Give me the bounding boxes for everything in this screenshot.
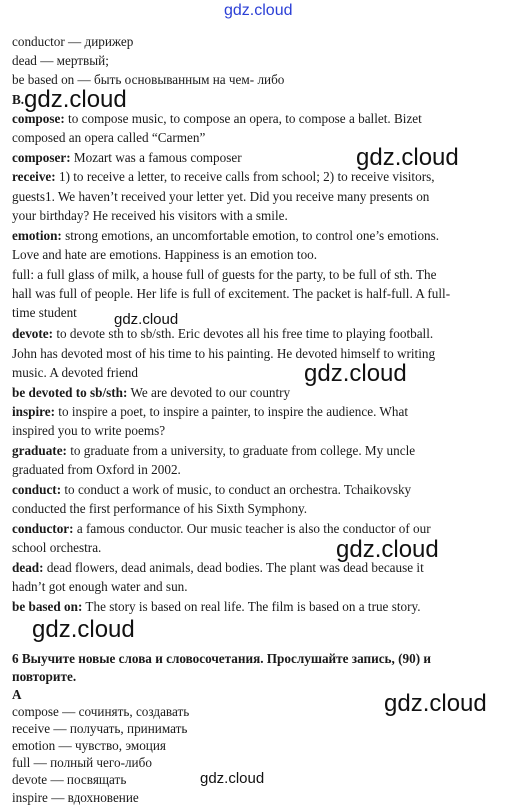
text-segment: be based on — быть основыванным на чем- либо xyxy=(12,72,285,87)
watermark-7: gdz.cloud xyxy=(384,690,487,717)
watermark-1: gdz.cloud xyxy=(24,86,127,113)
watermark-4: gdz.cloud xyxy=(304,360,407,387)
term-label: повторите. xyxy=(12,669,77,684)
term-label: inspire: xyxy=(12,404,55,419)
term-label: conduct: xyxy=(12,482,62,497)
text-line xyxy=(12,284,517,304)
text-segment: devote — посвящать xyxy=(12,772,127,787)
text-line xyxy=(12,344,517,364)
text-segment: dead — мертвый; xyxy=(12,53,109,68)
text-line xyxy=(12,667,517,687)
text-line xyxy=(12,70,517,90)
term-label: receive: xyxy=(12,169,56,184)
text-segment: time student xyxy=(12,305,77,320)
text-line xyxy=(12,109,517,129)
text-line xyxy=(12,538,517,558)
text-segment: full: a full glass of milk, a house full of guests for the party, to be full of sth. The xyxy=(12,267,437,282)
text-segment: to devote sth to sb/sth. Eric devotes all his free time to playing football. xyxy=(53,326,434,341)
text-line xyxy=(12,324,517,344)
term-label: be based on: xyxy=(12,599,83,614)
text-line xyxy=(12,303,517,323)
text-line xyxy=(12,383,517,403)
text-line xyxy=(12,649,517,669)
term-label: devote: xyxy=(12,326,54,341)
text-segment: music. A devoted friend xyxy=(12,365,138,380)
text-line xyxy=(12,167,517,187)
term-label: composer: xyxy=(12,150,71,165)
text-segment: inspired you to write poems? xyxy=(12,423,166,438)
watermark-2: gdz.cloud xyxy=(356,144,459,171)
text-line xyxy=(12,32,517,52)
text-line xyxy=(12,265,517,285)
text-segment: hall was full of people. Her life is full of excitement. The packet is half-full. A full- xyxy=(12,286,451,301)
text-segment: John has devoted most of his time to his painting. He devoted himself to writing xyxy=(12,346,436,361)
text-segment: to conduct a work of music, to conduct an orchestra. Tchaikovsky xyxy=(61,482,412,497)
text-line xyxy=(12,90,517,110)
term-label: A xyxy=(12,687,22,702)
term-label: graduate: xyxy=(12,443,67,458)
text-segment: to graduate from a university, to graduate from college. My uncle xyxy=(66,443,416,458)
text-line xyxy=(12,460,517,480)
term-label: 6 Выучите новые слова и словосочетания. Прослушайте запись, (90) и xyxy=(12,651,431,666)
text-line xyxy=(12,421,517,441)
text-segment: conductor — дирижер xyxy=(12,34,134,49)
text-segment: to compose music, to compose an opera, to compose a ballet. Bizet xyxy=(64,111,422,126)
text-line xyxy=(12,519,517,539)
text-line xyxy=(12,441,517,461)
text-line xyxy=(12,226,517,246)
watermark-3: gdz.cloud xyxy=(114,311,179,328)
text-segment: full — полный чего-либо xyxy=(12,755,152,770)
text-segment: Love and hate are emotions. Happiness is an emotion too. xyxy=(12,247,318,262)
text-segment: conducted the first performance of his Sixth Symphony. xyxy=(12,501,308,516)
text-line xyxy=(12,770,517,790)
text-line xyxy=(12,187,517,207)
text-segment: 1) to receive a letter, to receive calls from school; 2) to receive visitors, xyxy=(55,169,435,184)
text-segment: strong emotions, an uncomfortable emotion, to control one’s emotions. xyxy=(61,228,440,243)
text-segment: receive — получать, принимать xyxy=(12,721,188,736)
text-line xyxy=(12,148,517,168)
term-label: dead: xyxy=(12,560,44,575)
text-segment: The story is based on real life. The film is based on a true story. xyxy=(82,599,421,614)
text-segment: school orchestra. xyxy=(12,540,102,555)
text-segment: dead flowers, dead animals, dead bodies. The plant was dead because it xyxy=(43,560,424,575)
term-label: conductor: xyxy=(12,521,74,536)
text-line xyxy=(12,577,517,597)
watermark-5: gdz.cloud xyxy=(336,536,439,563)
text-line xyxy=(12,245,517,265)
text-segment: composed an opera called “Carmen” xyxy=(12,130,206,145)
text-segment: hadn’t got enough water and sun. xyxy=(12,579,188,594)
text-segment: a famous conductor. Our music teacher is also the conductor of our xyxy=(73,521,431,536)
text-segment: We are devoted to our country xyxy=(127,385,291,400)
text-segment: to inspire a poet, to inspire a painter, to inspire the audience. What xyxy=(55,404,408,419)
text-segment: compose — сочинять, создавать xyxy=(12,704,190,719)
text-line xyxy=(12,363,517,383)
text-line xyxy=(12,128,517,148)
term-label: be devoted to sb/sth: xyxy=(12,385,128,400)
text-line xyxy=(12,480,517,500)
watermark-8: gdz.cloud xyxy=(200,770,265,787)
term-label: B. xyxy=(12,92,25,107)
watermark-6: gdz.cloud xyxy=(32,616,135,643)
text-line xyxy=(12,402,517,422)
text-segment: your birthday? He received his visitors with a smile. xyxy=(12,208,288,223)
text-line xyxy=(12,499,517,519)
text-segment: guests1. We haven’t received your letter yet. Did you receive many presents on xyxy=(12,189,430,204)
watermark-top: gdz.cloud xyxy=(224,2,293,19)
text-line xyxy=(12,206,517,226)
text-segment: emotion — чувство, эмоция xyxy=(12,738,166,753)
term-label: compose: xyxy=(12,111,65,126)
text-line xyxy=(12,788,517,808)
text-segment: graduated from Oxford in 2002. xyxy=(12,462,181,477)
term-label: emotion: xyxy=(12,228,62,243)
text-segment: Mozart was a famous composer xyxy=(70,150,242,165)
text-line xyxy=(12,51,517,71)
text-line xyxy=(12,558,517,578)
text-segment: inspire — вдохновение xyxy=(12,790,139,805)
text-line xyxy=(12,597,517,617)
